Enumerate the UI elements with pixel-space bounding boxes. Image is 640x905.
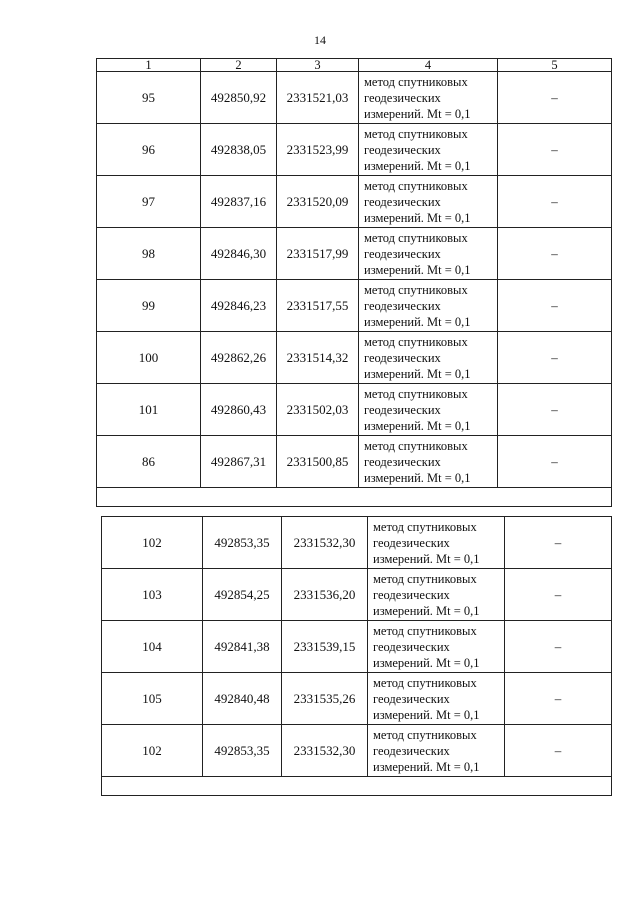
empty-cell [102, 777, 612, 796]
column-header: 5 [498, 59, 612, 72]
method-line: измерений. Mt = 0,1 [364, 418, 471, 433]
dash-mark: – [554, 534, 562, 550]
dash-mark: – [554, 742, 562, 758]
dash-mark: – [551, 89, 558, 105]
method-line: геодезических [364, 142, 441, 157]
y-coordinate-cell: 2331532,30 [282, 517, 368, 569]
column-header: 4 [359, 59, 498, 72]
table-row [102, 569, 612, 621]
note-cell [498, 124, 612, 176]
method-line: метод спутниковых [364, 282, 468, 297]
dash-mark: – [551, 193, 558, 209]
table-row [97, 384, 612, 436]
method-cell [359, 176, 498, 228]
x-coordinate-cell: 492837,16 [201, 176, 277, 228]
method-line: метод спутниковых [364, 74, 468, 89]
dash-mark: – [551, 297, 558, 313]
table-row [97, 436, 612, 488]
x-coordinate-cell: 492846,30 [201, 228, 277, 280]
method-line: геодезических [364, 402, 441, 417]
point-number-cell: 102 [102, 517, 203, 569]
dash-mark: – [551, 141, 558, 157]
note-cell [498, 280, 612, 332]
dash-mark: – [554, 690, 562, 706]
point-number-cell: 98 [97, 228, 201, 280]
note-cell [498, 176, 612, 228]
table-row [97, 72, 612, 124]
method-cell [359, 384, 498, 436]
x-coordinate-cell: 492850,92 [201, 72, 277, 124]
method-cell [368, 673, 505, 725]
y-coordinate-cell: 2331539,15 [282, 621, 368, 673]
coordinates-table-bottom [101, 516, 612, 796]
table-spacer-row [97, 488, 612, 507]
method-line: метод спутниковых [373, 623, 477, 638]
column-header: 1 [97, 59, 201, 72]
column-header: 2 [201, 59, 277, 72]
method-line: метод спутниковых [373, 675, 477, 690]
method-line: измерений. Mt = 0,1 [364, 210, 471, 225]
method-cell [359, 332, 498, 384]
x-coordinate-cell: 492860,43 [201, 384, 277, 436]
method-line: геодезических [364, 454, 441, 469]
y-coordinate-cell: 2331536,20 [282, 569, 368, 621]
y-coordinate-cell: 2331500,85 [277, 436, 359, 488]
method-line: измерений. Mt = 0,1 [373, 759, 480, 774]
note-cell [498, 436, 612, 488]
method-line: измерений. Mt = 0,1 [373, 603, 480, 618]
method-line: метод спутниковых [373, 571, 477, 586]
method-line: геодезических [373, 691, 450, 706]
method-cell [368, 725, 505, 777]
note-cell [505, 621, 612, 673]
method-line: геодезических [373, 587, 450, 602]
note-cell [498, 72, 612, 124]
note-cell [498, 384, 612, 436]
table-row [102, 725, 612, 777]
note-cell [498, 332, 612, 384]
table-row [97, 176, 612, 228]
method-line: метод спутниковых [364, 126, 468, 141]
note-cell [505, 725, 612, 777]
note-cell [498, 228, 612, 280]
x-coordinate-cell: 492853,35 [203, 725, 282, 777]
note-cell [505, 673, 612, 725]
dash-mark: – [551, 245, 558, 261]
table-header-row [97, 59, 612, 72]
point-number-cell: 103 [102, 569, 203, 621]
y-coordinate-cell: 2331532,30 [282, 725, 368, 777]
method-line: геодезических [364, 90, 441, 105]
method-line: измерений. Mt = 0,1 [364, 158, 471, 173]
method-line: измерений. Mt = 0,1 [364, 314, 471, 329]
method-line: геодезических [364, 350, 441, 365]
table-row [97, 332, 612, 384]
method-line: метод спутниковых [364, 230, 468, 245]
x-coordinate-cell: 492862,26 [201, 332, 277, 384]
x-coordinate-cell: 492854,25 [203, 569, 282, 621]
y-coordinate-cell: 2331535,26 [282, 673, 368, 725]
point-number-cell: 104 [102, 621, 203, 673]
column-header: 3 [277, 59, 359, 72]
method-line: измерений. Mt = 0,1 [373, 551, 480, 566]
method-cell [359, 280, 498, 332]
dash-mark: – [551, 401, 558, 417]
table-row [102, 621, 612, 673]
point-number-cell: 99 [97, 280, 201, 332]
method-line: метод спутниковых [364, 438, 468, 453]
method-line: геодезических [364, 194, 441, 209]
table-row [97, 280, 612, 332]
y-coordinate-cell: 2331517,55 [277, 280, 359, 332]
method-cell [368, 621, 505, 673]
method-line: измерений. Mt = 0,1 [373, 655, 480, 670]
table-spacer-row [102, 777, 612, 796]
x-coordinate-cell: 492867,31 [201, 436, 277, 488]
dash-mark: – [551, 349, 558, 365]
empty-cell [97, 488, 612, 507]
method-line: метод спутниковых [373, 519, 477, 534]
x-coordinate-cell: 492846,23 [201, 280, 277, 332]
dash-mark: – [551, 453, 558, 469]
point-number-cell: 96 [97, 124, 201, 176]
page-number: 14 [314, 33, 326, 47]
point-number-cell: 97 [97, 176, 201, 228]
y-coordinate-cell: 2331514,32 [277, 332, 359, 384]
point-number-cell: 102 [102, 725, 203, 777]
method-line: измерений. Mt = 0,1 [364, 470, 471, 485]
point-number-cell: 105 [102, 673, 203, 725]
method-line: метод спутниковых [364, 386, 468, 401]
point-number-cell: 86 [97, 436, 201, 488]
method-cell [368, 517, 505, 569]
method-line: метод спутниковых [364, 334, 468, 349]
method-cell [359, 72, 498, 124]
method-cell [359, 436, 498, 488]
table-row [97, 228, 612, 280]
method-line: метод спутниковых [373, 727, 477, 742]
method-line: геодезических [373, 639, 450, 654]
coordinates-table-top [96, 58, 612, 507]
method-cell [359, 228, 498, 280]
x-coordinate-cell: 492840,48 [203, 673, 282, 725]
method-line: измерений. Mt = 0,1 [364, 262, 471, 277]
method-line: геодезических [364, 246, 441, 261]
y-coordinate-cell: 2331523,99 [277, 124, 359, 176]
y-coordinate-cell: 2331521,03 [277, 72, 359, 124]
x-coordinate-cell: 492841,38 [203, 621, 282, 673]
x-coordinate-cell: 492838,05 [201, 124, 277, 176]
method-line: геодезических [373, 743, 450, 758]
dash-mark: – [554, 638, 562, 654]
note-cell [505, 517, 612, 569]
dash-mark: – [554, 586, 562, 602]
note-cell [505, 569, 612, 621]
method-line: измерений. Mt = 0,1 [364, 366, 471, 381]
method-line: измерений. Mt = 0,1 [373, 707, 480, 722]
method-cell [368, 569, 505, 621]
method-line: измерений. Mt = 0,1 [364, 106, 471, 121]
point-number-cell: 101 [97, 384, 201, 436]
table-row [102, 517, 612, 569]
y-coordinate-cell: 2331520,09 [277, 176, 359, 228]
table-row [97, 124, 612, 176]
method-line: метод спутниковых [364, 178, 468, 193]
x-coordinate-cell: 492853,35 [203, 517, 282, 569]
point-number-cell: 100 [97, 332, 201, 384]
table-row [102, 673, 612, 725]
y-coordinate-cell: 2331502,03 [277, 384, 359, 436]
point-number-cell: 95 [97, 72, 201, 124]
method-line: геодезических [373, 535, 450, 550]
y-coordinate-cell: 2331517,99 [277, 228, 359, 280]
method-cell [359, 124, 498, 176]
method-line: геодезических [364, 298, 441, 313]
